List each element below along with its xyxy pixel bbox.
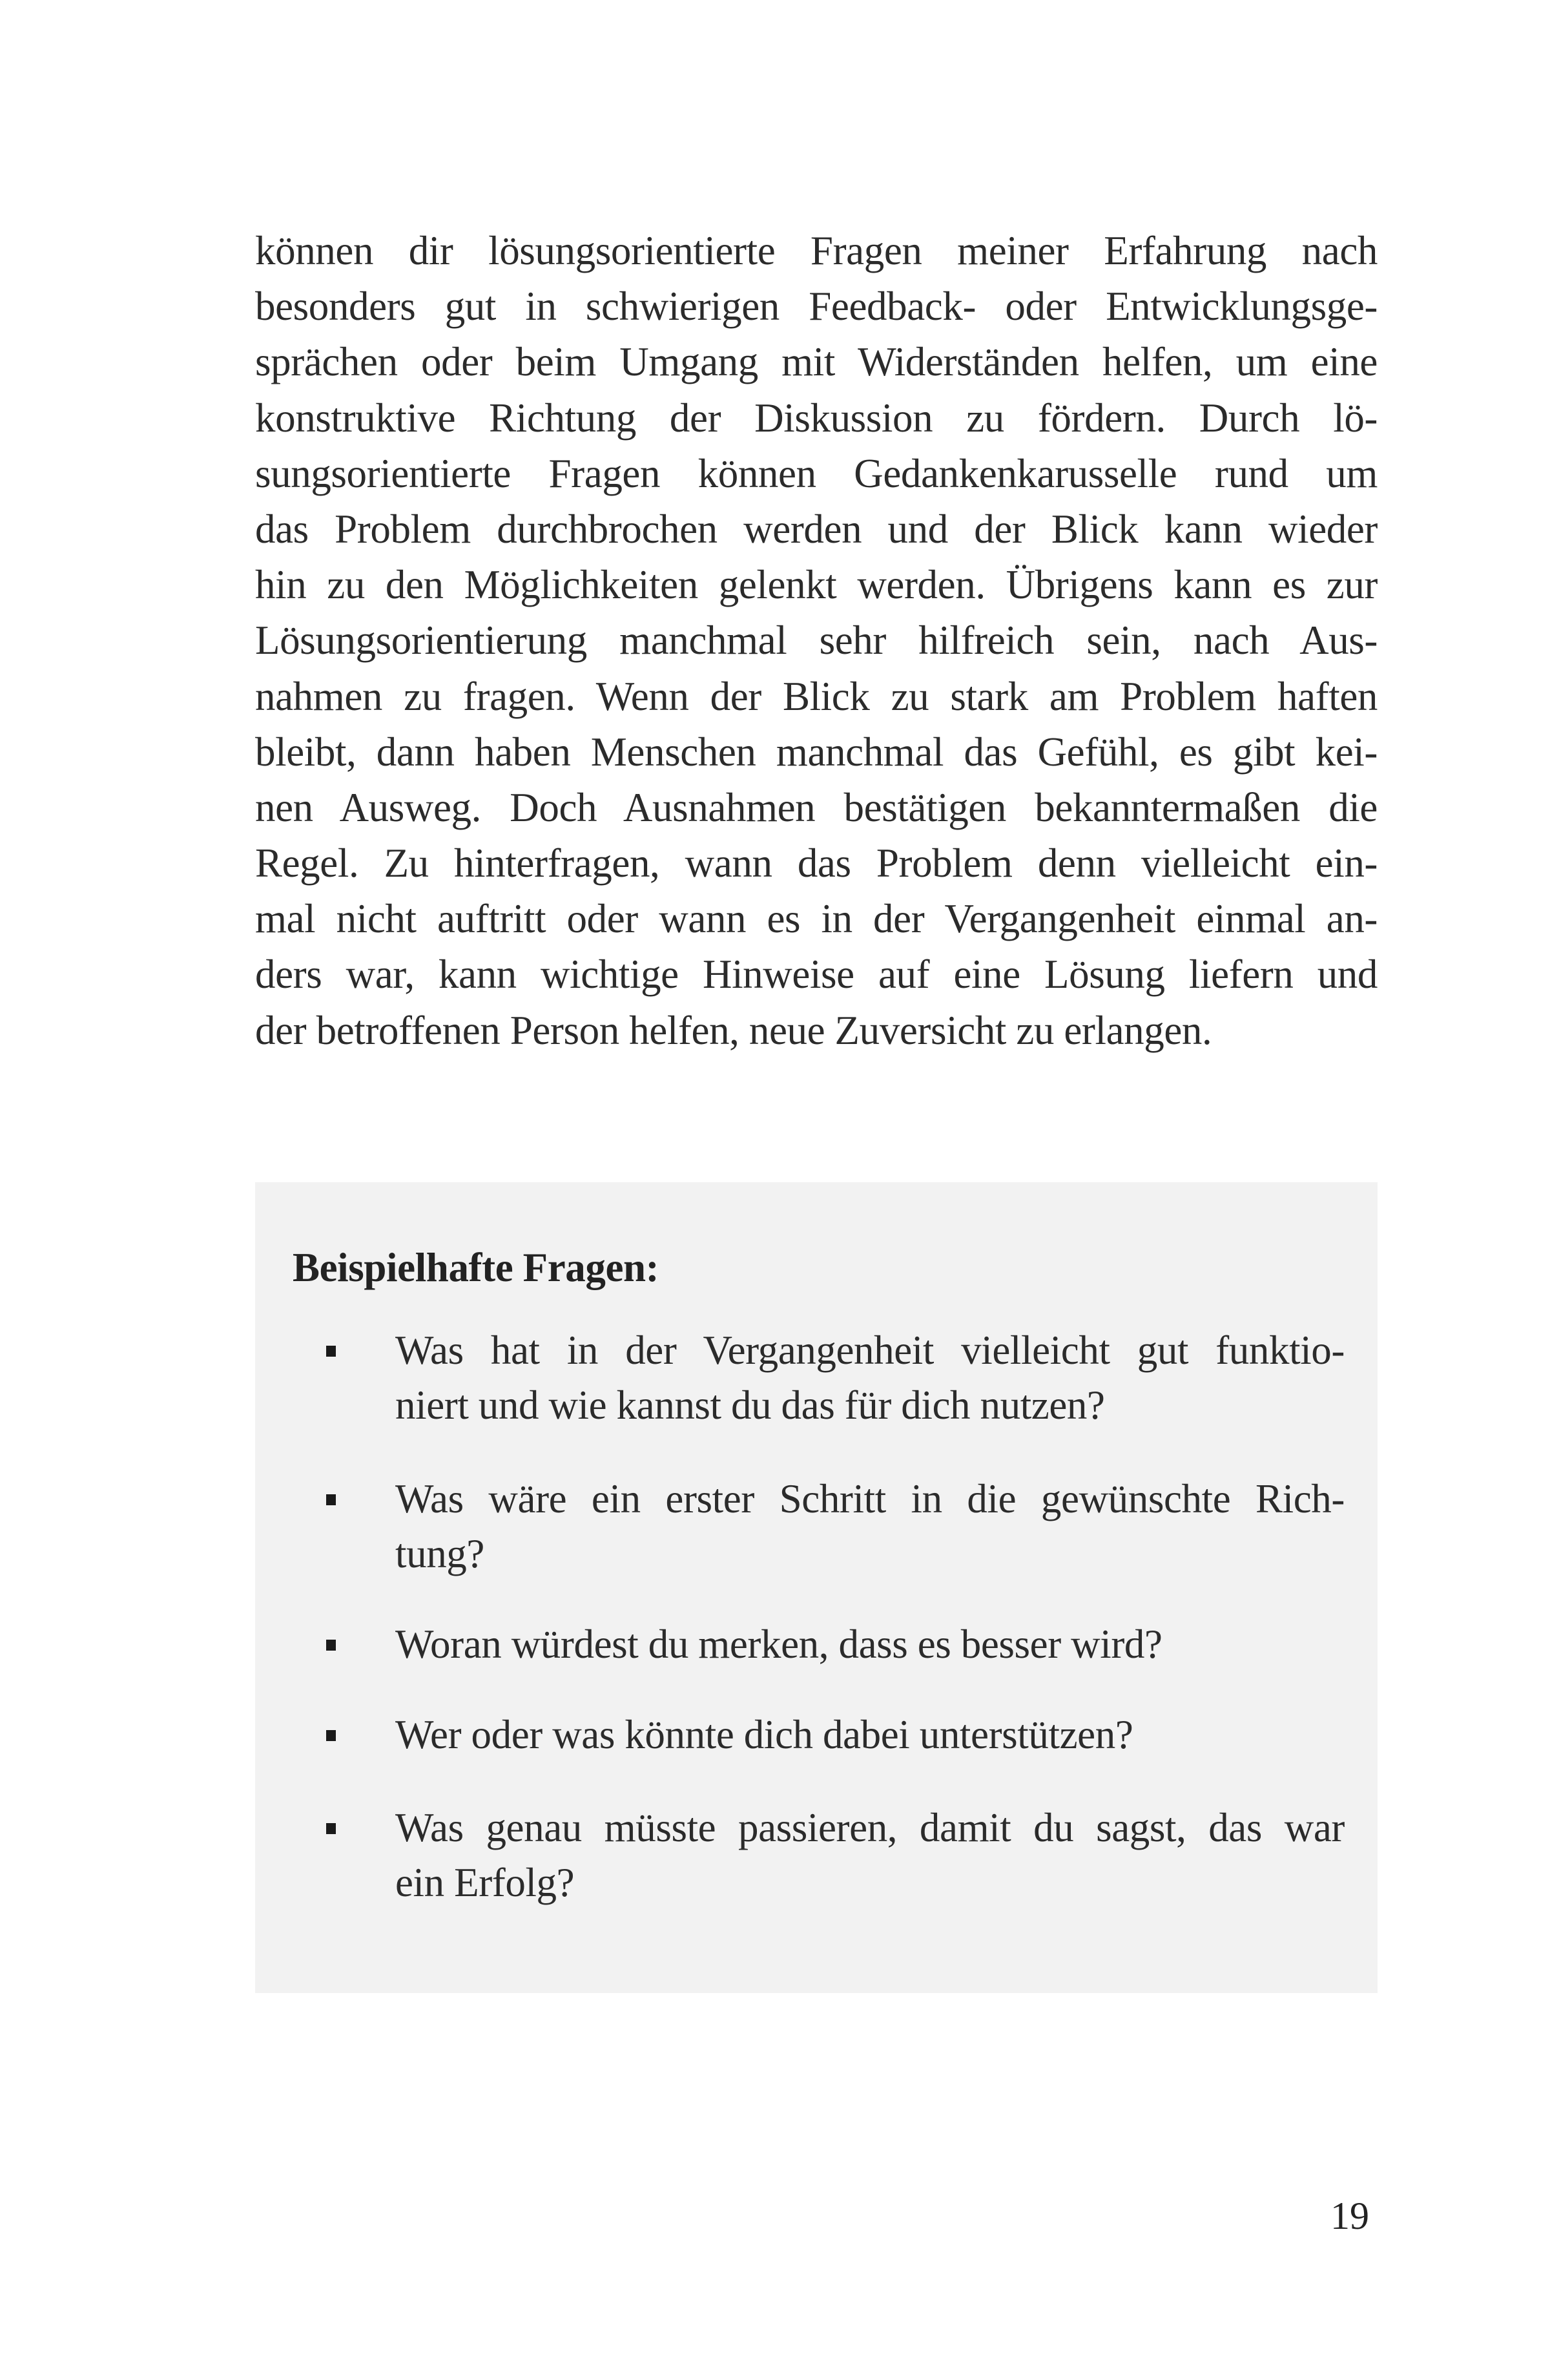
- body-paragraph: [255, 223, 1378, 1058]
- paragraph-line: Lösungsorientierung manchmal sehr hilfreich sein, nach Aus-: [255, 618, 1378, 663]
- paragraph-line: mal nicht auftritt oder wann es in der Vergangenheit einmal an-: [255, 896, 1378, 942]
- box-heading: Beispielhafte Fragen:: [293, 1245, 659, 1290]
- question-text: Was wäre ein erster Schritt in die gewünschte Rich- tung?: [395, 1476, 1345, 1576]
- paragraph-line: hin zu den Möglichkeiten gelenkt werden. Übrigens kann es zur: [255, 562, 1378, 608]
- paragraph-line: besonders gut in schwierigen Feedback- oder Entwicklungsge-: [255, 284, 1378, 329]
- paragraph-line: nen Ausweg. Doch Ausnahmen bestätigen bekanntermaßen die: [255, 784, 1378, 830]
- square-bullet-icon: [326, 1823, 336, 1834]
- paragraph-line: bleibt, dann haben Menschen manchmal das Gefühl, es gibt kei-: [255, 729, 1378, 775]
- example-questions-box: [255, 1182, 1378, 1993]
- paragraph-line: das Problem durchbrochen werden und der Blick kann wieder: [255, 506, 1378, 552]
- question-text: Was hat in der Vergangenheit vielleicht gut funktio- niert und wie kannst du das für dich nutzen?: [395, 1328, 1345, 1428]
- question-text: Woran würdest du merken, dass es besser wird?: [395, 1622, 1162, 1667]
- paragraph-line: der betroffenen Person helfen, neue Zuversicht zu erlangen.: [255, 1007, 1212, 1053]
- square-bullet-icon: [326, 1730, 336, 1741]
- paragraph-line: konstruktive Richtung der Diskussion zu fördern. Durch lö-: [255, 395, 1378, 441]
- paragraph-line: nahmen zu fragen. Wenn der Blick zu stark am Problem haften: [255, 673, 1378, 719]
- square-bullet-icon: [326, 1346, 336, 1357]
- paragraph-line: sungsorientierte Fragen können Gedankenkarusselle rund um: [255, 450, 1378, 496]
- question-text: Was genau müsste passieren, damit du sagst, das war ein Erfolg?: [395, 1805, 1345, 1905]
- paragraph-line: sprächen oder beim Umgang mit Widerständen helfen, um eine: [255, 339, 1378, 385]
- square-bullet-icon: [326, 1640, 336, 1651]
- paragraph-line: können dir lösungsorientierte Fragen meiner Erfahrung nach: [255, 228, 1378, 273]
- paragraph-line: Regel. Zu hinterfragen, wann das Problem denn vielleicht ein-: [255, 840, 1378, 886]
- square-bullet-icon: [326, 1494, 336, 1505]
- paragraph-line: ders war, kann wichtige Hinweise auf eine Lösung liefern und: [255, 952, 1378, 997]
- page-number: 19: [1330, 2195, 1369, 2237]
- question-text: Wer oder was könnte dich dabei unterstützen?: [395, 1712, 1133, 1757]
